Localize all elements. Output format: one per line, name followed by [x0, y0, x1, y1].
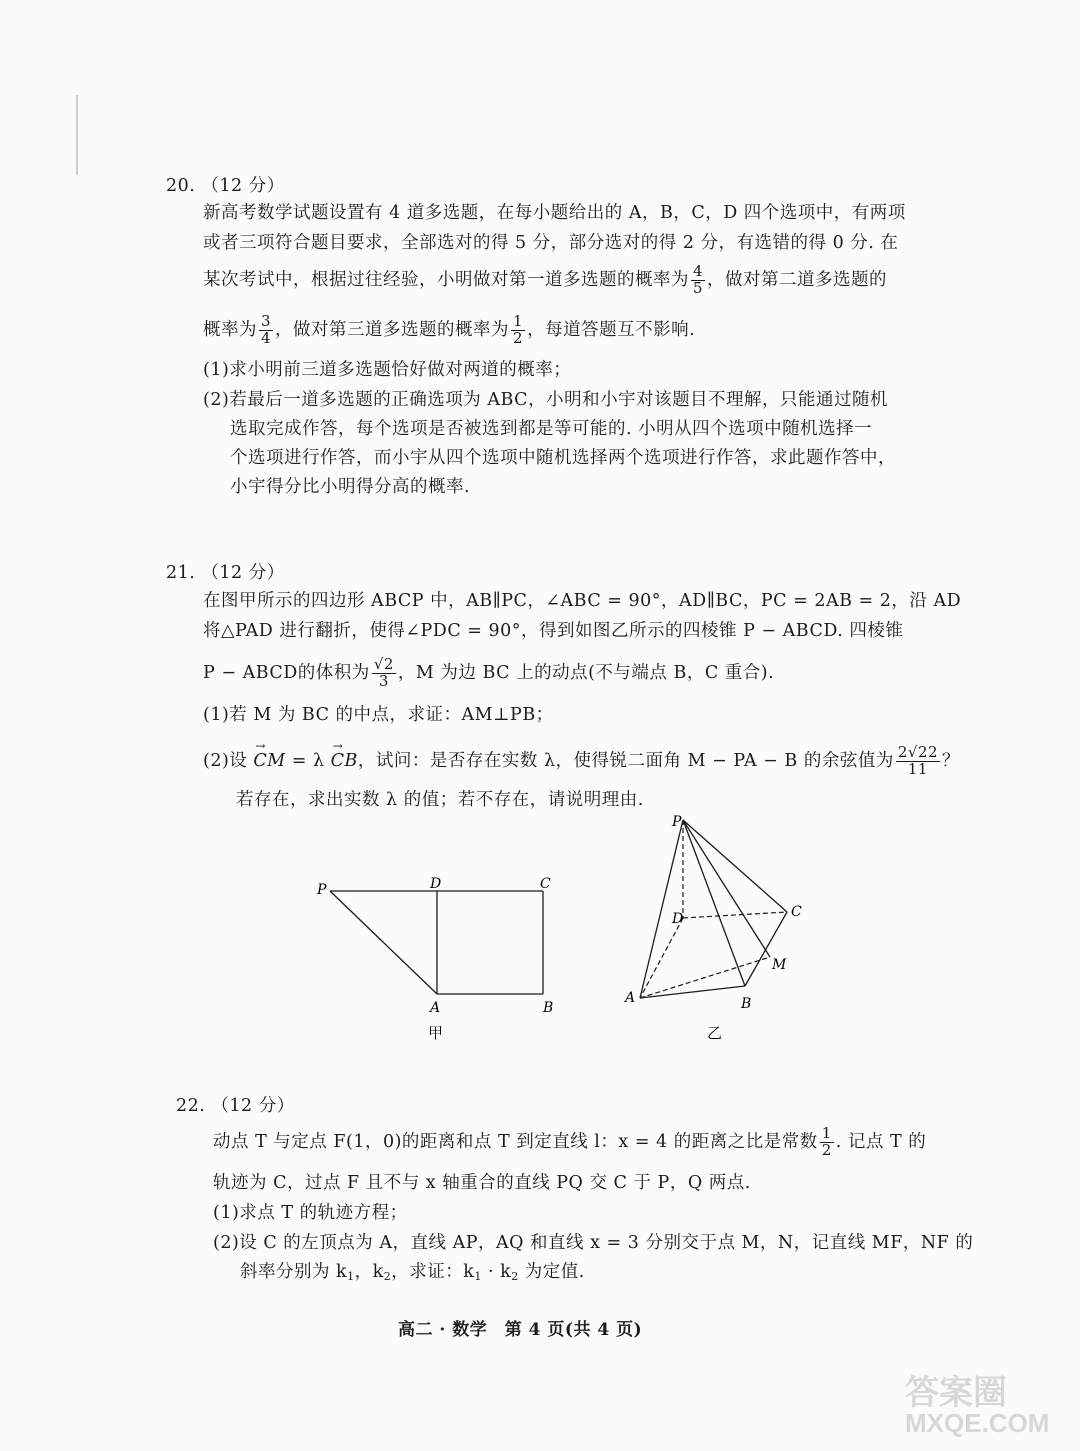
q20-part2-line2: 选取完成作答，每个选项是否被选到都是等可能的. 小明从四个选项中随机选择一 [230, 419, 873, 439]
q20-part2-line1: (2)若最后一道多选题的正确选项为 ABC，小明和小宇对该题目不理解，只能通过随机 [203, 390, 889, 410]
q21-part2-line2: 若存在，求出实数 λ 的值；若不存在，请说明理由. [236, 790, 644, 810]
label-d: D [430, 876, 442, 892]
q21-line3: P − ABCD的体积为 $\frac{√2}{3}$ ，M 为边 BC 上的动点(不与端点 B，C 重合). [203, 655, 775, 690]
q20-part1: (1)求小明前三道多选题恰好做对两道的概率； [203, 360, 572, 380]
q22-line2: 轨迹为 C，过点 F 且不与 x 轴重合的直线 PQ 交 C 于 P，Q 两点. [213, 1173, 751, 1193]
label-a: A [430, 1000, 441, 1016]
q20-line3: 某次考试中，根据过往经验，小明做对第一道多选题的概率为 $\frac{4}{5}$ ，做对第二道多选题的 [203, 262, 888, 297]
label-p: P [317, 882, 327, 898]
vector-cb: → CB [331, 751, 358, 771]
label-c: C [540, 876, 551, 892]
figure-caption-yi: 乙 [707, 1024, 723, 1040]
label-m: M [772, 957, 787, 973]
fraction: $\frac{2√22}{11}$ [897, 743, 939, 778]
fraction: $\frac{√2}{3}$ [373, 655, 394, 690]
q22-line1: 动点 T 与定点 F(1，0)的距离和点 T 到定直线 l：x = 4 的距离之比是常数 $\frac{1}{2}$ . 记点 T 的 [213, 1124, 927, 1159]
fraction: $\frac{1}{2}$ [513, 312, 524, 347]
vector-cm: → CM [253, 751, 285, 771]
q20-line2: 或者三项符合题目要求，全部选对的得 5 分，部分选对的得 2 分，有选错的得 0 分. 在 [203, 233, 899, 253]
fraction: $\frac{3}{4}$ [261, 312, 272, 347]
q22-heading: 22. （12 分） [176, 1096, 295, 1116]
figure-yi [615, 810, 815, 1040]
figure-caption-jia: 甲 [428, 1024, 444, 1040]
q20-line4: 概率为 $\frac{3}{4}$ ，做对第三道多选题的概率为 $\frac{1}{2}$ ，每道答题互不影响. [203, 312, 696, 347]
q20-part2-line4: 小宇得分比小明得分高的概率. [230, 477, 471, 497]
label-a: A [625, 990, 636, 1006]
q20-line1: 新高考数学试题设置有 4 道多选题，在每小题给出的 A，B，C，D 四个选项中，有两项 [203, 203, 906, 223]
q20-heading: 20. （12 分） [166, 176, 285, 196]
q22-part2-line2: 斜率分别为 $k_1$，$k_2$，求证：$k_1 \cdot k_2$ 为定值. [240, 1262, 585, 1283]
q21-line2: 将△PAD 进行翻折，使得∠PDC = 90°，得到如图乙所示的四棱锥 P − ABCD. 四棱锥 [203, 621, 904, 641]
label-b: B [543, 1000, 554, 1016]
fraction: $\frac{1}{2}$ [821, 1124, 832, 1159]
q21-line1: 在图甲所示的四边形 ABCP 中，AB∥PC，∠ABC = 90°，AD∥BC，PC = 2AB = 2，沿 AD [203, 591, 962, 611]
q21-part2-line1: (2)设 → CM = λ → CB，试问：是否存在实数 λ，使得锐二面角 M − PA − B 的余弦值为 $\frac{2√22}{11}$ ？ [203, 745, 960, 778]
watermark-url: MXQE.COM [905, 1408, 1050, 1438]
q21-part1: (1)若 M 为 BC 的中点，求证：AM⊥PB； [203, 705, 554, 725]
label-p: P [672, 814, 682, 830]
q22-part1: (1)求点 T 的轨迹方程； [213, 1203, 408, 1223]
fraction: $\frac{4}{5}$ [693, 262, 704, 297]
q22-part2-line1: (2)设 C 的左顶点为 A，直线 AP，AQ 和直线 x = 3 分别交于点 M，N，记直线 MF，NF 的 [213, 1233, 974, 1253]
q20-part2-line3: 个选项进行作答，而小宇从四个选项中随机选择两个选项进行作答，求此题作答中， [230, 448, 896, 468]
scan-artifact [76, 95, 78, 175]
page-footer: 高二 · 数学 第 4 页(共 4 页) [398, 1320, 643, 1340]
label-b: B [741, 996, 752, 1012]
label-c: C [791, 904, 802, 920]
label-d: D [672, 911, 684, 927]
q21-heading: 21. （12 分） [166, 563, 285, 583]
figure-jia [300, 870, 580, 1040]
watermark-logo: 答案圈 [905, 1374, 1007, 1412]
